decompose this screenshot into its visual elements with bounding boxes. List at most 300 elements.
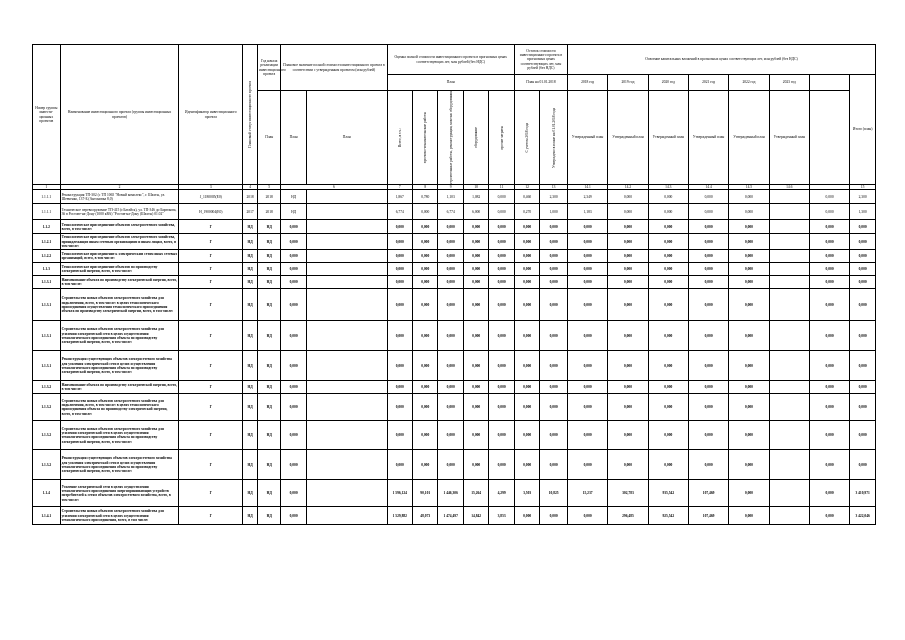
row-value: 0,000 (809, 263, 849, 276)
row-value: 0,000 (729, 394, 769, 421)
row-value: 0,000 (567, 450, 607, 480)
row-blank (769, 381, 809, 394)
row-value: 0,000 (688, 250, 728, 263)
row-number: 1.1.4 (33, 480, 61, 507)
row-blank (769, 234, 809, 250)
row-blank (769, 263, 809, 276)
row-plan-cost-a: 0,000 (281, 351, 306, 381)
row-value: 0,000 (567, 507, 607, 525)
row-value: 0,000 (387, 450, 412, 480)
row-project-id: J_1180005(E0) (179, 190, 243, 204)
row-value: 0,000 (608, 220, 648, 234)
row-plan-cost-b (306, 190, 387, 204)
header-smr: строительные работы, реконструкция, монтаж оборудования (438, 91, 463, 185)
column-number: 14.1 (567, 185, 607, 190)
table-row (33, 234, 876, 250)
row-value: 0,000 (540, 234, 568, 250)
header-utv-1: Утвержденный план (567, 91, 607, 185)
row-value: 0,000 (809, 507, 849, 525)
row-plan-cost-b (306, 321, 387, 351)
row-start-year: НД (258, 234, 281, 250)
row-value: 1,183 (567, 204, 607, 220)
row-start-year: НД (258, 289, 281, 321)
row-plan-cost-b (306, 263, 387, 276)
row-value: 0,000 (809, 450, 849, 480)
row-value: 0,000 (413, 289, 438, 321)
column-number: 8 (413, 185, 438, 190)
row-value: 0,000 (489, 421, 514, 450)
row-value: 0,000 (514, 250, 539, 263)
row-number: 1.1.3.2 (33, 421, 61, 450)
row-status: НД (243, 351, 258, 381)
row-plan-cost-a: 0,000 (281, 381, 306, 394)
row-value: 15,264 (463, 480, 488, 507)
header-year-2023: 2023 год (769, 75, 809, 91)
row-value: 0,000 (540, 507, 568, 525)
column-number: 14.6 (769, 185, 809, 190)
row-value: 0,000 (608, 381, 648, 394)
row-value: 0,000 (729, 276, 769, 289)
row-project-id: Г (179, 480, 243, 507)
row-value: 0,000 (648, 204, 688, 220)
row-value: 6,774 (438, 204, 463, 220)
row-number: 1.1.4.1 (33, 507, 61, 525)
row-value: 0,000 (567, 289, 607, 321)
header-equip: оборудование (463, 91, 488, 185)
row-value: 48,073 (413, 507, 438, 525)
row-value: 0,000 (850, 289, 876, 321)
row-value: 4,299 (489, 480, 514, 507)
row-value: 0,000 (413, 234, 438, 250)
row-value: 0,000 (729, 263, 769, 276)
row-project-id: Г (179, 234, 243, 250)
row-value: 0,000 (540, 220, 568, 234)
row-project-name: Реконструкция ТП-302 (с ТП 1065 "Новый комплекс", г. Шахты, ул. Шевченко, 137-Б (Антоновка 8,0) (60, 190, 179, 204)
row-blank (769, 507, 809, 525)
row-value: 0,000 (387, 263, 412, 276)
row-project-name: Технологическое присоединение объектов электросетевого хозяйства, всего, в том числе: (60, 220, 179, 234)
row-value: 0,000 (540, 276, 568, 289)
header-utv-5: Утвержденный план (729, 91, 769, 185)
row-status: НД (243, 250, 258, 263)
row-project-name: Реконструкция существующих объектов электросетевого хозяйства для усиления электрической сети в целях осуществления технологического присоединения объекта по производству электрической энергии, всего, в том числе: (60, 450, 179, 480)
row-value: 1,082 (463, 190, 488, 204)
row-value: 0,000 (729, 234, 769, 250)
header-full-cost-plan: План (387, 75, 514, 91)
header-project-name: Наименование инвестиционного проекта (группы инвестиционных проектов) (60, 45, 179, 185)
row-start-year: 2018 (258, 204, 281, 220)
row-value: 0,000 (438, 220, 463, 234)
row-value: 107,469 (688, 507, 728, 525)
row-value: 0,000 (608, 289, 648, 321)
row-value: 0,000 (850, 381, 876, 394)
row-value: 0,000 (514, 450, 539, 480)
row-value: 0,780 (413, 190, 438, 204)
row-value: 6,000 (463, 204, 488, 220)
row-value: 6,774 (387, 204, 412, 220)
header-group-number: Номер группы инвести-ционных проектов (33, 45, 61, 185)
row-value: 0,000 (608, 321, 648, 351)
row-blank (769, 480, 809, 507)
row-value: 0,000 (688, 289, 728, 321)
table-row (33, 220, 876, 234)
row-value: 0,000 (387, 276, 412, 289)
column-number: 7 (387, 185, 412, 190)
row-value: 0,000 (729, 250, 769, 263)
row-value: 0,000 (514, 321, 539, 351)
row-value: 0,000 (387, 234, 412, 250)
column-number: 5 (258, 185, 281, 190)
row-value: 0,000 (809, 250, 849, 263)
table-row (33, 321, 876, 351)
column-number: 11 (489, 185, 514, 190)
column-number: 15 (850, 185, 876, 190)
row-value: 0,000 (809, 394, 849, 421)
header-utv-6: Утвержденный план (769, 91, 809, 185)
header-financing: Освоение капитальных вложений в прогнозных ценах соответствующих лет, млн рублей (без НДС) (567, 45, 875, 75)
column-number: 6 (281, 185, 387, 190)
row-value: 0,000 (438, 234, 463, 250)
row-value: 0,000 (729, 507, 769, 525)
row-value: 302,783 (608, 480, 648, 507)
row-value: 0,000 (489, 276, 514, 289)
row-value: 0,000 (648, 394, 688, 421)
investment-table (32, 44, 876, 525)
row-value: 0,000 (850, 250, 876, 263)
row-value: 0,000 (729, 351, 769, 381)
row-value: 0,000 (809, 190, 849, 204)
header-plan-cost: Плановое значение полной стоимости инвестиционного проекта в соответствии с утвержденным проектом (млн рублей) (281, 45, 387, 91)
column-number: 14.3 (648, 185, 688, 190)
column-number: 14.2 (608, 185, 648, 190)
row-status: НД (243, 321, 258, 351)
row-value: 0,000 (608, 394, 648, 421)
row-number: 1.1.3.1 (33, 276, 61, 289)
header-vsego: Всего, в т.ч.: (387, 91, 412, 185)
row-value: 0,000 (809, 480, 849, 507)
row-value: 0,000 (489, 190, 514, 204)
table-row (33, 394, 876, 421)
row-value: 0,000 (514, 234, 539, 250)
row-value: 0,000 (648, 450, 688, 480)
row-value: 0,000 (463, 220, 488, 234)
row-value: 0,000 (567, 234, 607, 250)
row-status: 2018 (243, 190, 258, 204)
row-value: 0,000 (688, 351, 728, 381)
row-value: 0,000 (729, 204, 769, 220)
row-project-name: Строительство новых объектов электросетевого хозяйства для усиления электрической сети в целях осуществления технологического присоединения объекта по производству электрической энергии, всего, в том числе: (60, 321, 179, 351)
header-year-2021: 2021 год (688, 75, 728, 91)
row-value: 0,000 (438, 321, 463, 351)
header-plan-b: План (281, 91, 306, 185)
row-value: 0,000 (540, 394, 568, 421)
row-number: 1.1.3.1 (33, 351, 61, 381)
row-value: 2,349 (567, 190, 607, 204)
column-number: 4 (243, 185, 258, 190)
row-value: 0,000 (850, 394, 876, 421)
row-plan-cost-a: 0,000 (281, 321, 306, 351)
row-value: 0,000 (688, 220, 728, 234)
header-status: Плановый статус инвестиционного проекта (243, 45, 258, 185)
row-value: 0,000 (648, 190, 688, 204)
header-remaining-plan: План на 01.01.2018 (514, 75, 567, 91)
row-blank (769, 394, 809, 421)
row-value: 3,853 (489, 507, 514, 525)
row-value: 0,460 (514, 190, 539, 204)
header-total: Итого (план) (850, 75, 876, 185)
row-blank (769, 276, 809, 289)
row-project-id: Г (179, 421, 243, 450)
row-value: 0,000 (413, 351, 438, 381)
row-start-year: 2018 (258, 190, 281, 204)
row-value: 0,000 (463, 250, 488, 263)
row-value: 3 422,046 (850, 507, 876, 525)
row-plan-cost-a: 0,000 (281, 289, 306, 321)
header-project-id: Идентификатор инвестиционного проекта (179, 45, 243, 185)
column-number: 9 (438, 185, 463, 190)
row-value: 15,237 (567, 480, 607, 507)
row-status: НД (243, 263, 258, 276)
row-value: 0,000 (413, 394, 438, 421)
column-number: 10 (463, 185, 488, 190)
row-value: 1,000 (540, 204, 568, 220)
column-number: 14.5 (729, 185, 769, 190)
row-value: 0,000 (648, 351, 688, 381)
row-value: 0,000 (809, 289, 849, 321)
row-value: 0,000 (514, 507, 539, 525)
header-remaining: Остаток стоимости инвестиционного проекта в прогнозных ценах соответствующих лет, млн рублей (без НДС) (514, 45, 567, 75)
row-project-id: Г (179, 220, 243, 234)
table-row (33, 276, 876, 289)
header-blank-2 (809, 91, 849, 185)
row-value: 925,542 (648, 507, 688, 525)
row-value: 0,000 (489, 289, 514, 321)
row-project-id: Г (179, 381, 243, 394)
header-utv-4: Утвержденный план (688, 91, 728, 185)
row-value: 0,000 (489, 450, 514, 480)
row-plan-cost-b (306, 421, 387, 450)
header-utv-2: Утвержденный план (608, 91, 648, 185)
row-project-id: Г (179, 263, 243, 276)
row-value: 14,842 (463, 507, 488, 525)
row-value: 0,000 (438, 450, 463, 480)
row-plan-cost-a: НД (281, 190, 306, 204)
row-number: 1.1.2.1 (33, 234, 61, 250)
column-number: 1 (33, 185, 61, 190)
header-col13: Утверждено в плане на 01.01.2018 года (540, 91, 568, 185)
row-value: 0,000 (729, 220, 769, 234)
row-value: 90,101 (413, 480, 438, 507)
header-full-cost: Оценка полной стоимости инвестиционного проекта в прогнозных ценах соответствующих лет, млн рублей (без НДС) (387, 45, 514, 75)
row-value: 0,000 (463, 263, 488, 276)
row-value: 0,000 (729, 289, 769, 321)
row-blank (769, 450, 809, 480)
row-value: 0,000 (387, 289, 412, 321)
row-value: 0,000 (514, 421, 539, 450)
row-value: 0,000 (850, 450, 876, 480)
row-value: 0,000 (809, 321, 849, 351)
row-number: 1.1.2.2 (33, 250, 61, 263)
row-value: 0,000 (729, 381, 769, 394)
row-value: 0,000 (648, 263, 688, 276)
row-value: 0,000 (438, 263, 463, 276)
row-value: 0,000 (850, 263, 876, 276)
table-row (33, 450, 876, 480)
row-value: 0,000 (463, 234, 488, 250)
row-project-name: Техническое перевооружение ТП-415 (г.Батайск), ул. ТП-346 до Бирюкова, 36 в Ростове-на-Дону (1000 кВА) "Ростов-на-Дону (Шахты) 01.02" (60, 204, 179, 220)
row-value: 0,000 (688, 321, 728, 351)
row-value: 0,000 (413, 220, 438, 234)
row-value: 0,000 (387, 250, 412, 263)
row-project-id: Г (179, 321, 243, 351)
row-start-year: НД (258, 480, 281, 507)
row-value: 0,000 (688, 421, 728, 450)
row-value: 0,000 (608, 204, 648, 220)
row-value: 0,000 (463, 321, 488, 351)
column-number: 3 (179, 185, 243, 190)
row-blank (769, 321, 809, 351)
row-value: 0,000 (648, 381, 688, 394)
row-project-name: Строительство новых объектов электросетевого хозяйства для подключения, всего, в том числе: в целях технологического присоединения осуществления технологического присоединения объекта по производству электрической энергии, всего, в том числе: (60, 289, 179, 321)
row-value: 0,000 (463, 421, 488, 450)
row-value: 0,000 (850, 220, 876, 234)
header-year-2020: 2020 год (648, 75, 688, 91)
row-value: 0,000 (514, 276, 539, 289)
row-value: 0,000 (540, 263, 568, 276)
row-project-name: Технологическое присоединение объектов электросетевого хозяйства, принадлежащих иным сетевым организациям и иным лицам, всего, в том числе: (60, 234, 179, 250)
row-plan-cost-b (306, 351, 387, 381)
row-value: 0,000 (567, 250, 607, 263)
row-value: 0,000 (608, 276, 648, 289)
row-value: 0,000 (438, 394, 463, 421)
row-plan-cost-b (306, 276, 387, 289)
row-status: НД (243, 394, 258, 421)
header-year-2018: 2018 год (567, 75, 607, 91)
row-status: НД (243, 421, 258, 450)
row-start-year: НД (258, 351, 281, 381)
row-value: 0,000 (387, 351, 412, 381)
row-value: 0,270 (514, 204, 539, 220)
row-blank (769, 204, 809, 220)
row-value: 0,000 (438, 250, 463, 263)
row-value: 0,000 (514, 394, 539, 421)
row-value: 0,000 (489, 351, 514, 381)
row-value: 0,000 (540, 421, 568, 450)
row-value: 0,000 (463, 394, 488, 421)
row-plan-cost-a: 0,000 (281, 250, 306, 263)
row-number: 1.1.1.1 (33, 204, 61, 220)
row-plan-cost-b (306, 480, 387, 507)
row-value: 0,000 (387, 381, 412, 394)
table-row (33, 190, 876, 204)
table-row (33, 351, 876, 381)
row-project-name: Реконструкция существующих объектов электросетевого хозяйства для усиления электрической сети в целях осуществления технологического присоединения объекта по производству электрической энергии, всего, в том числе: (60, 351, 179, 381)
row-blank (769, 289, 809, 321)
row-project-id: Г (179, 289, 243, 321)
row-plan-cost-b (306, 250, 387, 263)
row-value: 0,000 (463, 351, 488, 381)
row-value: 0,000 (850, 351, 876, 381)
table-row (33, 480, 876, 507)
row-value: 0,000 (688, 234, 728, 250)
row-project-name: Усиление электрической сети в целях осуществления технологического присоединения энергопринимающих устройств потребителей к сетям объектов электросетевого хозяйства, всего, в том числе: (60, 480, 179, 507)
row-value: 0,000 (413, 321, 438, 351)
row-project-name: Наименование объекта по производству электрической энергии, всего, в том числе: (60, 276, 179, 289)
header-year-2019: 2019 год (608, 75, 648, 91)
row-value: 0,000 (809, 234, 849, 250)
row-status: НД (243, 381, 258, 394)
row-value: 2,300 (850, 190, 876, 204)
row-blank (769, 190, 809, 204)
row-value: 0,000 (729, 190, 769, 204)
row-start-year: НД (258, 250, 281, 263)
row-value: 0,000 (809, 351, 849, 381)
row-start-year: НД (258, 421, 281, 450)
row-value: 1,300 (850, 204, 876, 220)
row-value: 0,000 (387, 421, 412, 450)
row-value: 0,000 (514, 289, 539, 321)
row-value: 0,000 (489, 381, 514, 394)
row-value: 0,000 (688, 276, 728, 289)
table-row (33, 250, 876, 263)
row-value: 0,000 (489, 321, 514, 351)
row-value: 0,000 (540, 321, 568, 351)
row-value: 0,000 (540, 381, 568, 394)
row-plan-cost-a: 0,000 (281, 263, 306, 276)
row-value: 0,000 (688, 450, 728, 480)
row-value: 0,000 (608, 190, 648, 204)
row-value: 935,542 (648, 480, 688, 507)
row-project-name: Строительство новых объектов электросетевого хозяйства для усиления электрической сети в целях осуществления технологического присоединения, всего, в том числе: (60, 507, 179, 525)
row-value: 0,000 (729, 480, 769, 507)
row-value: 0,000 (809, 381, 849, 394)
row-plan-cost-b (306, 381, 387, 394)
row-value: 0,000 (648, 250, 688, 263)
header-utv-3: Утвержденный план (648, 91, 688, 185)
row-project-id: Г (179, 250, 243, 263)
row-status: НД (243, 234, 258, 250)
row-value: 0,000 (438, 351, 463, 381)
row-start-year: НД (258, 220, 281, 234)
row-value: 0,000 (438, 276, 463, 289)
row-value: 0,000 (648, 289, 688, 321)
header-year-2022: 2022 год (729, 75, 769, 91)
row-plan-cost-b (306, 289, 387, 321)
column-number: 13 (540, 185, 568, 190)
row-value: 0,000 (514, 381, 539, 394)
row-value: 0,000 (489, 220, 514, 234)
row-value: 0,000 (688, 190, 728, 204)
row-status: НД (243, 480, 258, 507)
row-value: 0,000 (540, 351, 568, 381)
row-value: 0,000 (648, 276, 688, 289)
row-value: 0,000 (514, 351, 539, 381)
row-value: 0,000 (688, 394, 728, 421)
row-value: 0,000 (438, 421, 463, 450)
row-plan-cost-a: 0,000 (281, 480, 306, 507)
row-value: 0,000 (688, 204, 728, 220)
row-value: 0,000 (809, 204, 849, 220)
header-other: прочие затраты (489, 91, 514, 185)
row-plan-cost-b (306, 220, 387, 234)
row-plan-cost-b (306, 234, 387, 250)
table-row (33, 507, 876, 525)
row-project-name: Наименование объекта по производству электрической энергии, всего, в том числе: (60, 381, 179, 394)
row-value: 0,000 (387, 220, 412, 234)
table-row (33, 204, 876, 220)
row-value: 0,000 (567, 381, 607, 394)
row-value: 0,000 (489, 204, 514, 220)
